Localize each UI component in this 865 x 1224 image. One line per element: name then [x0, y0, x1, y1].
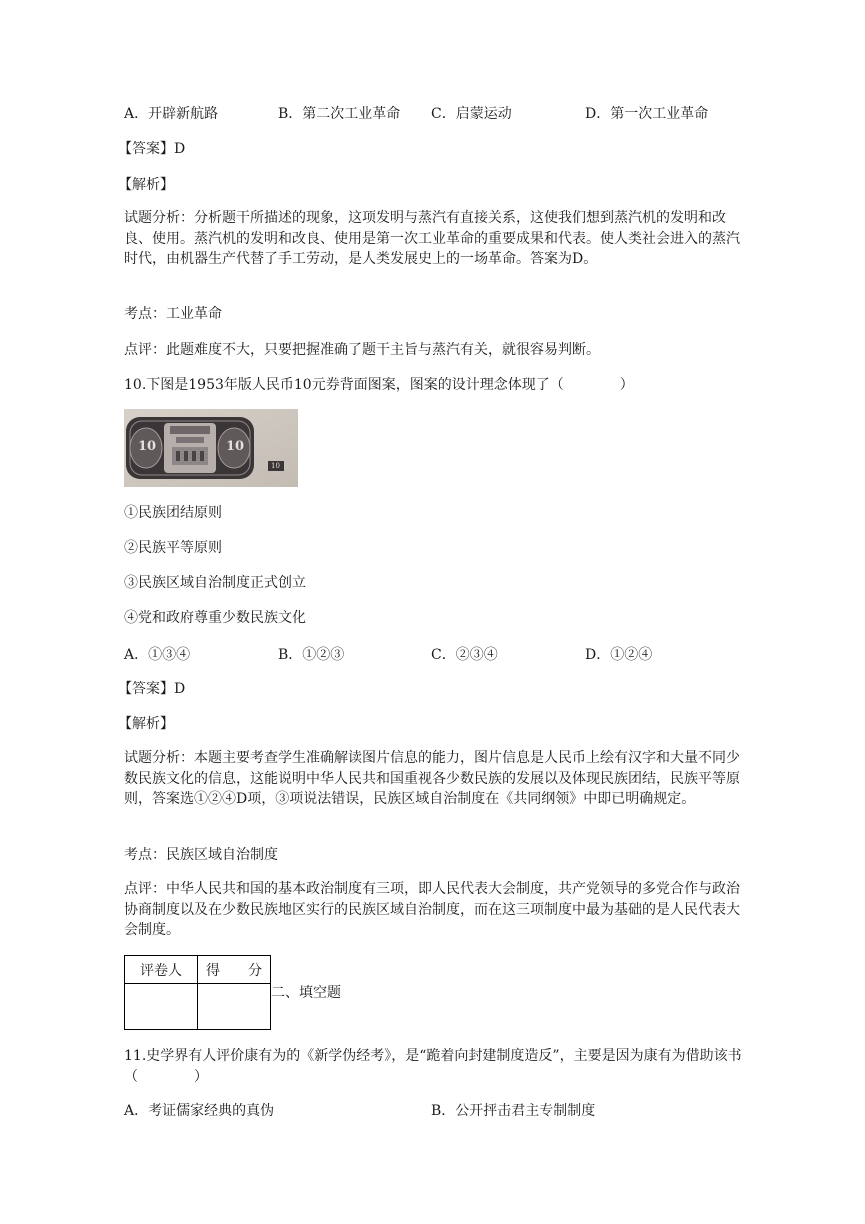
statement-3: ③民族区域自治制度正式创立 [124, 575, 306, 591]
analysis-label: 【解析】 [118, 716, 174, 732]
question-stem: 11.史学界有人评价康有为的《新学伪经考》，是“跪着向封建制度造反”，主要是因为康有为借助该书（ ） [124, 1048, 742, 1085]
statement-2: ②民族平等原则 [124, 540, 222, 556]
option-b: B．公开抨击君主专制制度 [431, 1103, 596, 1119]
analysis-text: 试题分析：分析题干所描述的现象，这项发明与蒸汽有直接关系，这使我们想到蒸汽机的发明和改良、使用。蒸汽机的发明和改良、使用是第一次工业革命的重要成果和代表。使人类社会进入的蒸汽时代，由机器生产代替了手工劳动，是人类发展史上的一场革命。答案为D。 [124, 210, 740, 267]
option-b: B．第二次工业革命 [278, 106, 401, 122]
option-a: A．①③④ [124, 647, 191, 663]
answer-label: 【答案】D [118, 141, 186, 157]
analysis-label: 【解析】 [118, 177, 174, 193]
option-a: A．开辟新航路 [124, 106, 219, 122]
option-d: D．①②④ [585, 647, 653, 663]
option-c: C．②③④ [431, 647, 498, 663]
score-cell [198, 984, 271, 1030]
answer-label: 【答案】D [118, 681, 186, 697]
question-stem: 10.下图是1953年版人民币10元券背面图案，图案的设计理念体现了（ ） [124, 377, 634, 393]
exam-point: 考点：民族区域自治制度 [124, 847, 278, 863]
option-a: A．考证儒家经典的真伪 [124, 1103, 275, 1119]
reviewer-cell [125, 984, 198, 1030]
option-b: B．①②③ [278, 647, 345, 663]
banknote-numeral-right: 10 [226, 439, 245, 454]
option-d: D．第一次工业革命 [585, 106, 709, 122]
exam-point: 考点：工业革命 [124, 306, 222, 322]
statement-1: ①民族团结原则 [124, 505, 222, 521]
banknote-image [124, 409, 298, 487]
score-header: 得 分 [198, 956, 271, 984]
statement-4: ④党和政府尊重少数民族文化 [124, 610, 306, 626]
grading-table [124, 955, 271, 1030]
comment-text: 点评：中华人民共和国的基本政治制度有三项，即人民代表大会制度，共产党领导的多党合作与政治协商制度以及在少数民族地区实行的民族区域自治制度，而在这三项制度中最为基础的是人民代表大会制度。 [124, 881, 740, 938]
banknote-numeral-small: 10 [271, 462, 280, 470]
analysis-text: 试题分析：本题主要考查学生准确解读图片信息的能力，图片信息是人民币上绘有汉字和大量不同少数民族文化的信息，这能说明中华人民共和国重视各少数民族的发展以及体现民族团结，民族平等原则，答案选①②④D项，③项说法错误，民族区域自治制度在《共同纲领》中即已明确规定。 [124, 750, 740, 807]
comment-text: 点评：此题难度不大，只要把握准确了题干主旨与蒸汽有关，就很容易判断。 [124, 342, 600, 358]
banknote-numeral-left: 10 [138, 439, 157, 454]
section-title: 二、填空题 [271, 985, 341, 1001]
reviewer-header: 评卷人 [125, 956, 198, 984]
option-c: C．启蒙运动 [431, 106, 512, 122]
